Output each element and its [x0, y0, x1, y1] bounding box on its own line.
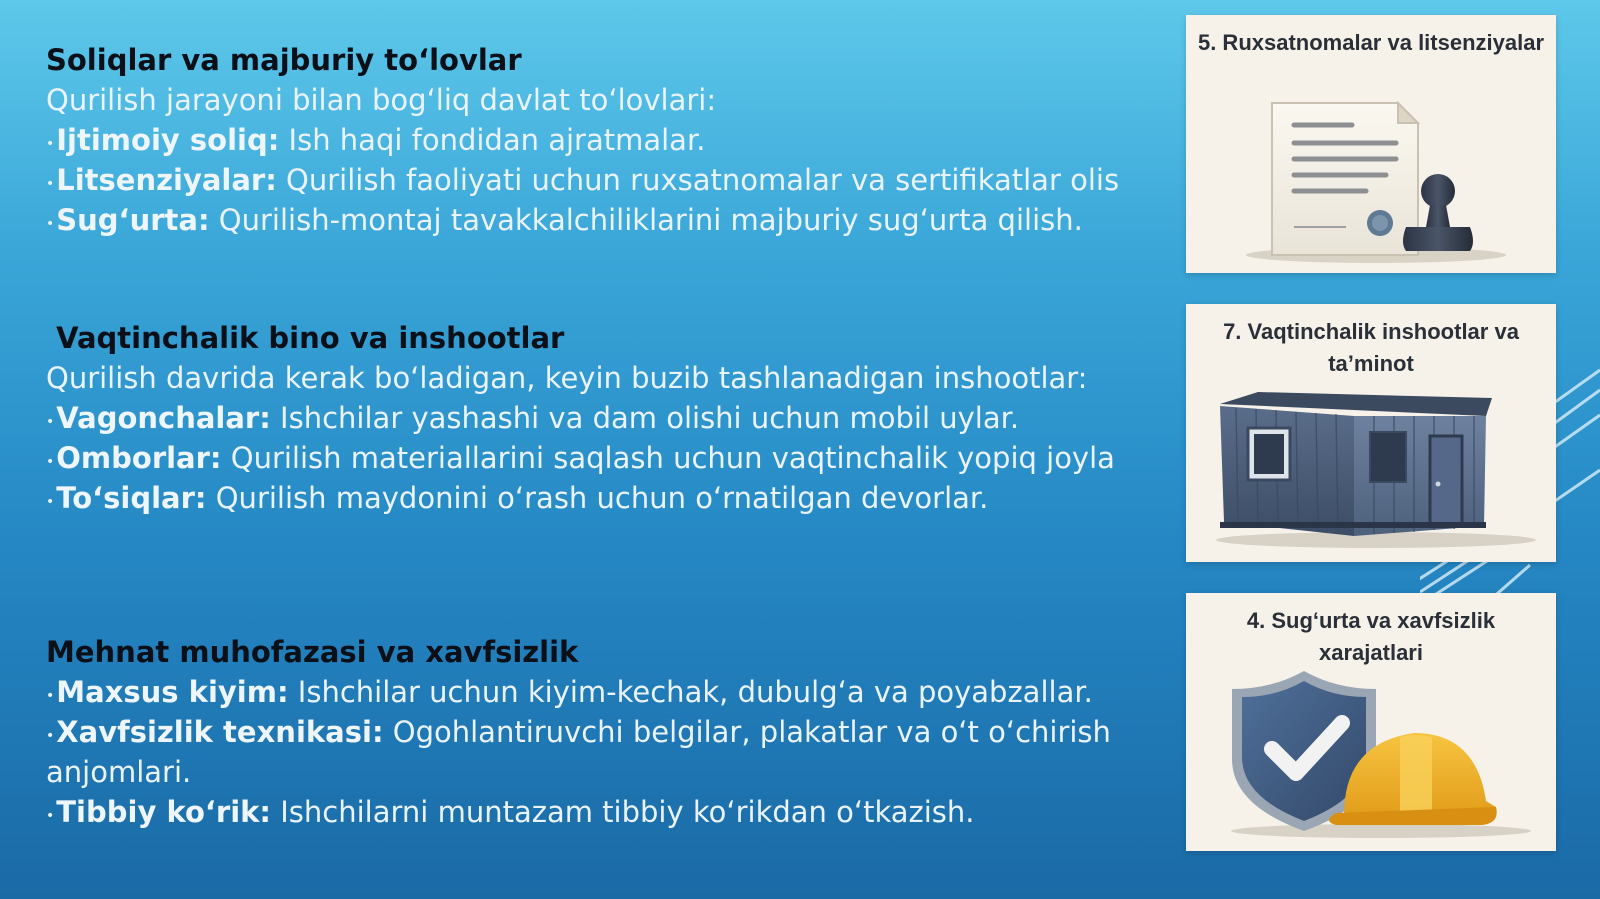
bullet: •: [46, 688, 55, 704]
list-item: [46, 200, 1186, 240]
section-temporary-buildings: [46, 318, 1186, 518]
list-item: [46, 160, 1186, 200]
card-title: 5. Ruxsatnomalar va litsenziyalar: [1197, 30, 1545, 55]
item-term: Omborlar:: [56, 441, 222, 475]
bullet: •: [46, 454, 55, 470]
card-title: 4. Sug‘urta va xavfsizlik xarajatlari: [1246, 608, 1496, 665]
card-permits: [1186, 15, 1556, 273]
list-item: [46, 712, 1176, 792]
bullet: •: [46, 216, 55, 232]
item-text: Ish haqi fondidan ajratmalar.: [279, 123, 706, 157]
item-text: Qurilish materiallarini saqlash uchun vaqtinchalik yopiq joyla: [221, 441, 1115, 475]
section-taxes: [46, 40, 1186, 240]
section-intro: Qurilish davrida kerak bo‘ladigan, keyin buzib tashlanadigan inshootlar:: [46, 361, 1088, 395]
item-text: Qurilish faoliyati uchun ruxsatnomalar va sertifikatlar olis: [276, 163, 1120, 197]
list-item: [46, 478, 1186, 518]
item-text: Ogohlantiruvchi belgilar, plakatlar va o‘t o‘chirish anjomlari.: [46, 715, 1111, 789]
item-text: Qurilish maydonini o‘rash uchun o‘rnatilgan devorlar.: [206, 481, 989, 515]
section-heading: Mehnat muhofazasi va xavfsizlik: [46, 635, 579, 669]
card-insurance-safety: [1186, 593, 1556, 851]
list-item: [46, 120, 1186, 160]
card-title: 7. Vaqtinchalik inshootlar va ta’minot: [1223, 319, 1519, 376]
bullet: •: [46, 176, 55, 192]
item-term: Maxsus kiyim:: [56, 675, 289, 709]
item-term: Xavfsizlik texnikasi:: [56, 715, 384, 749]
item-text: Ishchilar yashashi va dam olishi uchun mobil uylar.: [270, 401, 1020, 435]
item-term: Ijtimoiy soliq:: [56, 123, 280, 157]
item-text: Qurilish-montaj tavakkalchiliklarini majburiy sug‘urta qilish.: [209, 203, 1083, 237]
list-item: [46, 438, 1186, 478]
section-heading: Vaqtinchalik bino va inshootlar: [46, 321, 565, 355]
card-temporary-structures: [1186, 304, 1556, 562]
bullet: •: [46, 808, 55, 824]
section-heading: Soliqlar va majburiy to‘lovlar: [46, 43, 522, 77]
item-text: Ishchilarni muntazam tibbiy ko‘rikdan o‘tkazish.: [271, 795, 975, 829]
bullet: •: [46, 494, 55, 510]
list-item: [46, 672, 1176, 712]
section-intro: Qurilish jarayoni bilan bog‘liq davlat to‘lovlari:: [46, 83, 717, 117]
item-term: To‘siqlar:: [56, 481, 207, 515]
section-labor-safety: [46, 632, 1176, 832]
list-item: [46, 398, 1186, 438]
item-term: Tibbiy ko‘rik:: [56, 795, 272, 829]
bullet: •: [46, 728, 55, 744]
item-text: Ishchilar uchun kiyim-kechak, dubulg‘a va poyabzallar.: [288, 675, 1093, 709]
bullet: •: [46, 414, 55, 430]
bullet: •: [46, 136, 55, 152]
item-term: Sug‘urta:: [56, 203, 210, 237]
item-term: Litsenziyalar:: [56, 163, 277, 197]
list-item: [46, 792, 1176, 832]
item-term: Vagonchalar:: [56, 401, 271, 435]
